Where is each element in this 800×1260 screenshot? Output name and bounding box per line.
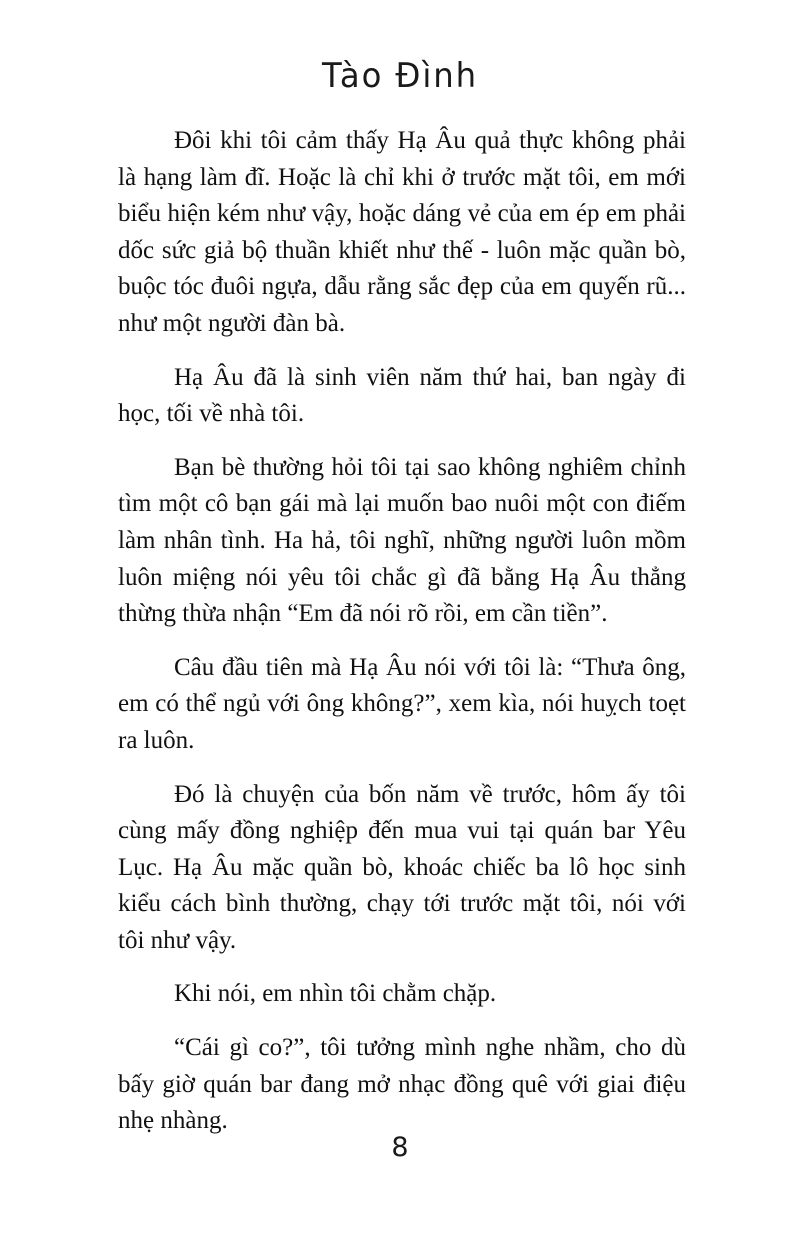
- paragraph-1: Đôi khi tôi cảm thấy Hạ Âu quả thực không phải là hạng làm đĩ. Hoặc là chỉ khi ở trước mặt tôi, em mới biểu hiện kém như vậy, hoặc dáng vẻ của em ép em phải dốc sức giả bộ thuần khiết như thế - luôn mặc quần bò, buộc tóc đuôi ngựa, dẫu rằng sắc đẹp của em quyến rũ... như một người đàn bà.: [118, 127, 686, 337]
- paragraph-5: Đó là chuyện của bốn năm về trước, hôm ấy tôi cùng mấy đồng nghiệp đến mua vui tại quán bar Yêu Lục. Hạ Âu mặc quần bò, khoác chiếc ba lô học sinh kiểu cách bình thường, chạy tới trước mặt tôi, nói với tôi như vậy.: [118, 780, 686, 954]
- paragraph-2: Hạ Âu đã là sinh viên năm thứ hai, ban ngày đi học, tối về nhà tôi.: [118, 363, 686, 428]
- paragraph-7: “Cái gì co?”, tôi tưởng mình nghe nhầm, cho dù bấy giờ quán bar đang mở nhạc đồng quê với giai điệu nhẹ nhàng.: [118, 1034, 686, 1135]
- page-number: 8: [391, 1132, 409, 1163]
- body-text: [118, 123, 686, 1157]
- paragraph-6: Khi nói, em nhìn tôi chằm chặp.: [174, 980, 497, 1008]
- paragraph-3: Bạn bè thường hỏi tôi tại sao không nghiêm chỉnh tìm một cô bạn gái mà lại muốn bao nuôi một con điếm làm nhân tình. Ha hả, tôi nghĩ, những người luôn mồm luôn miệng nói yêu tôi chắc gì đã bằng Hạ Âu thẳng thừng thừa nhận “Em đã nói rõ rồi, em cần tiền”.: [118, 453, 686, 628]
- paragraph-4: Câu đầu tiên mà Hạ Âu nói với tôi là: “Thưa ông, em có thể ngủ với ông không?”, xem kìa, nói huỵch toẹt ra luôn.: [118, 653, 686, 754]
- running-header-author: Tào Đình: [322, 56, 478, 96]
